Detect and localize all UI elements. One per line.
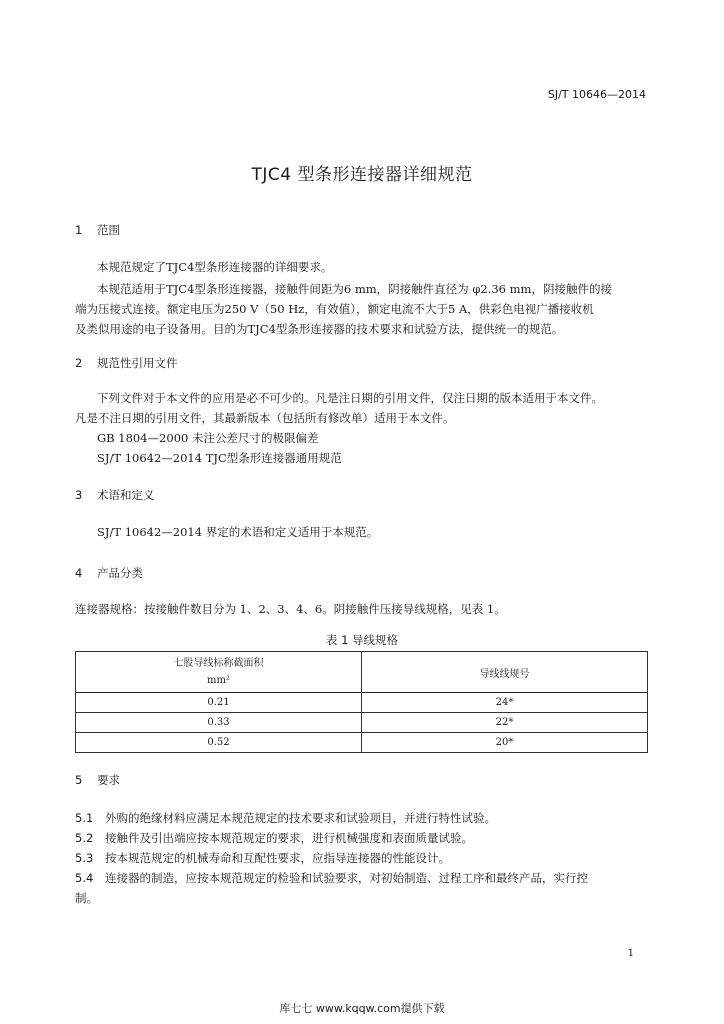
scope-paragraph-2-line-3: 及类似用途的电子设备用。目的为TJC4型条形连接器的技术要求和试验方法，提供统一的规范。 xyxy=(75,322,564,336)
scope-paragraph-1: 本规范规定了TJC4型条形连接器的详细要求。 xyxy=(97,260,333,274)
section-number: 4 xyxy=(75,566,83,580)
section-title: 产品分类 xyxy=(97,566,143,580)
header-unit: mm² xyxy=(207,675,230,686)
table-cell-area: 0.33 xyxy=(76,713,362,733)
requirement-item xyxy=(75,870,588,886)
table-header-row xyxy=(76,652,648,693)
refs-paragraph-line-2: 凡是不注日期的引用文件，其最新版本（包括所有修改单）适用于本文件。 xyxy=(75,411,455,425)
requirement-number: 5.3 xyxy=(75,851,94,865)
page-number: 1 xyxy=(627,948,634,959)
table-cell-area: 0.52 xyxy=(76,733,362,753)
scope-paragraph-2-line-1: 本规范适用于TJC4型条形连接器，接触件间距为6 mm，阴接触件直径为 φ2.36 mm，阴接触件的接 xyxy=(97,282,612,296)
section-title: 范围 xyxy=(97,223,120,237)
section-number: 1 xyxy=(75,223,83,237)
requirement-text: 接触件及引出端应按本规范规定的要求，进行机械强度和表面质量试验。 xyxy=(105,831,473,845)
requirement-item xyxy=(75,850,450,866)
section-title: 要求 xyxy=(97,773,120,787)
requirement-text: 连接器的制造，应按本规范规定的检验和试验要求，对初始制造、过程工序和最终产品，实行控 xyxy=(105,871,588,885)
header-label: 七股导线标称截面积 xyxy=(173,658,264,669)
section-number: 2 xyxy=(75,356,83,370)
section-heading-terms xyxy=(75,487,155,503)
table-row xyxy=(76,713,648,733)
wire-spec-table xyxy=(75,651,648,753)
download-footer: 库七七 www.kqqw.com提供下载 xyxy=(279,1002,445,1015)
section-number: 5 xyxy=(75,773,83,787)
scope-paragraph-2-line-2: 端为压接式连接。额定电压为250 V（50 Hz，有效值），额定电流不大于5 A，供彩色电视广播接收机 xyxy=(75,302,594,316)
standard-code: SJ/T 10646—2014 xyxy=(547,88,646,101)
table-cell-gauge: 24* xyxy=(362,693,648,713)
requirement-text: 外购的绝缘材料应满足本规范规定的技术要求和试验项目，并进行特性试验。 xyxy=(105,811,496,825)
reference-item: GB 1804—2000 未注公差尺寸的极限偏差 xyxy=(97,431,319,445)
section-heading-normative-references xyxy=(75,355,178,371)
classification-paragraph: 连接器规格：按接触件数目分为 1、2、3、4、6。阴接触件压接导线规格，见表 1。 xyxy=(75,602,506,616)
table-cell-area: 0.21 xyxy=(76,693,362,713)
document-title: TJC4 型条形连接器详细规范 xyxy=(251,165,473,185)
table-header-cell xyxy=(76,652,362,693)
section-heading-scope xyxy=(75,222,120,238)
reference-item: SJ/T 10642—2014 TJC型条形连接器通用规范 xyxy=(97,451,342,465)
requirement-text: 按本规范规定的机械寿命和互配性要求，应指导连接器的性能设计。 xyxy=(105,851,450,865)
table-header-cell: 导线线规号 xyxy=(362,652,648,693)
requirement-continuation: 制。 xyxy=(75,891,98,905)
requirement-item xyxy=(75,810,496,826)
section-heading-requirements xyxy=(75,772,120,788)
table-cell-gauge: 20* xyxy=(362,733,648,753)
table-cell-gauge: 22* xyxy=(362,713,648,733)
section-number: 3 xyxy=(75,488,83,502)
section-title: 规范性引用文件 xyxy=(97,356,178,370)
section-title: 术语和定义 xyxy=(97,488,155,502)
table-row xyxy=(76,693,648,713)
refs-paragraph-line-1: 下列文件对于本文件的应用是必不可少的。凡是注日期的引用文件，仅注日期的版本适用于本文件。 xyxy=(97,391,603,405)
requirement-item xyxy=(75,830,473,846)
section-heading-classification xyxy=(75,565,143,581)
terms-paragraph: SJ/T 10642—2014 界定的术语和定义适用于本规范。 xyxy=(97,525,379,539)
requirement-number: 5.1 xyxy=(75,811,94,825)
requirement-number: 5.4 xyxy=(75,871,94,885)
table-caption: 表 1 导线规格 xyxy=(325,633,399,647)
requirement-number: 5.2 xyxy=(75,831,94,845)
table-row xyxy=(76,733,648,753)
